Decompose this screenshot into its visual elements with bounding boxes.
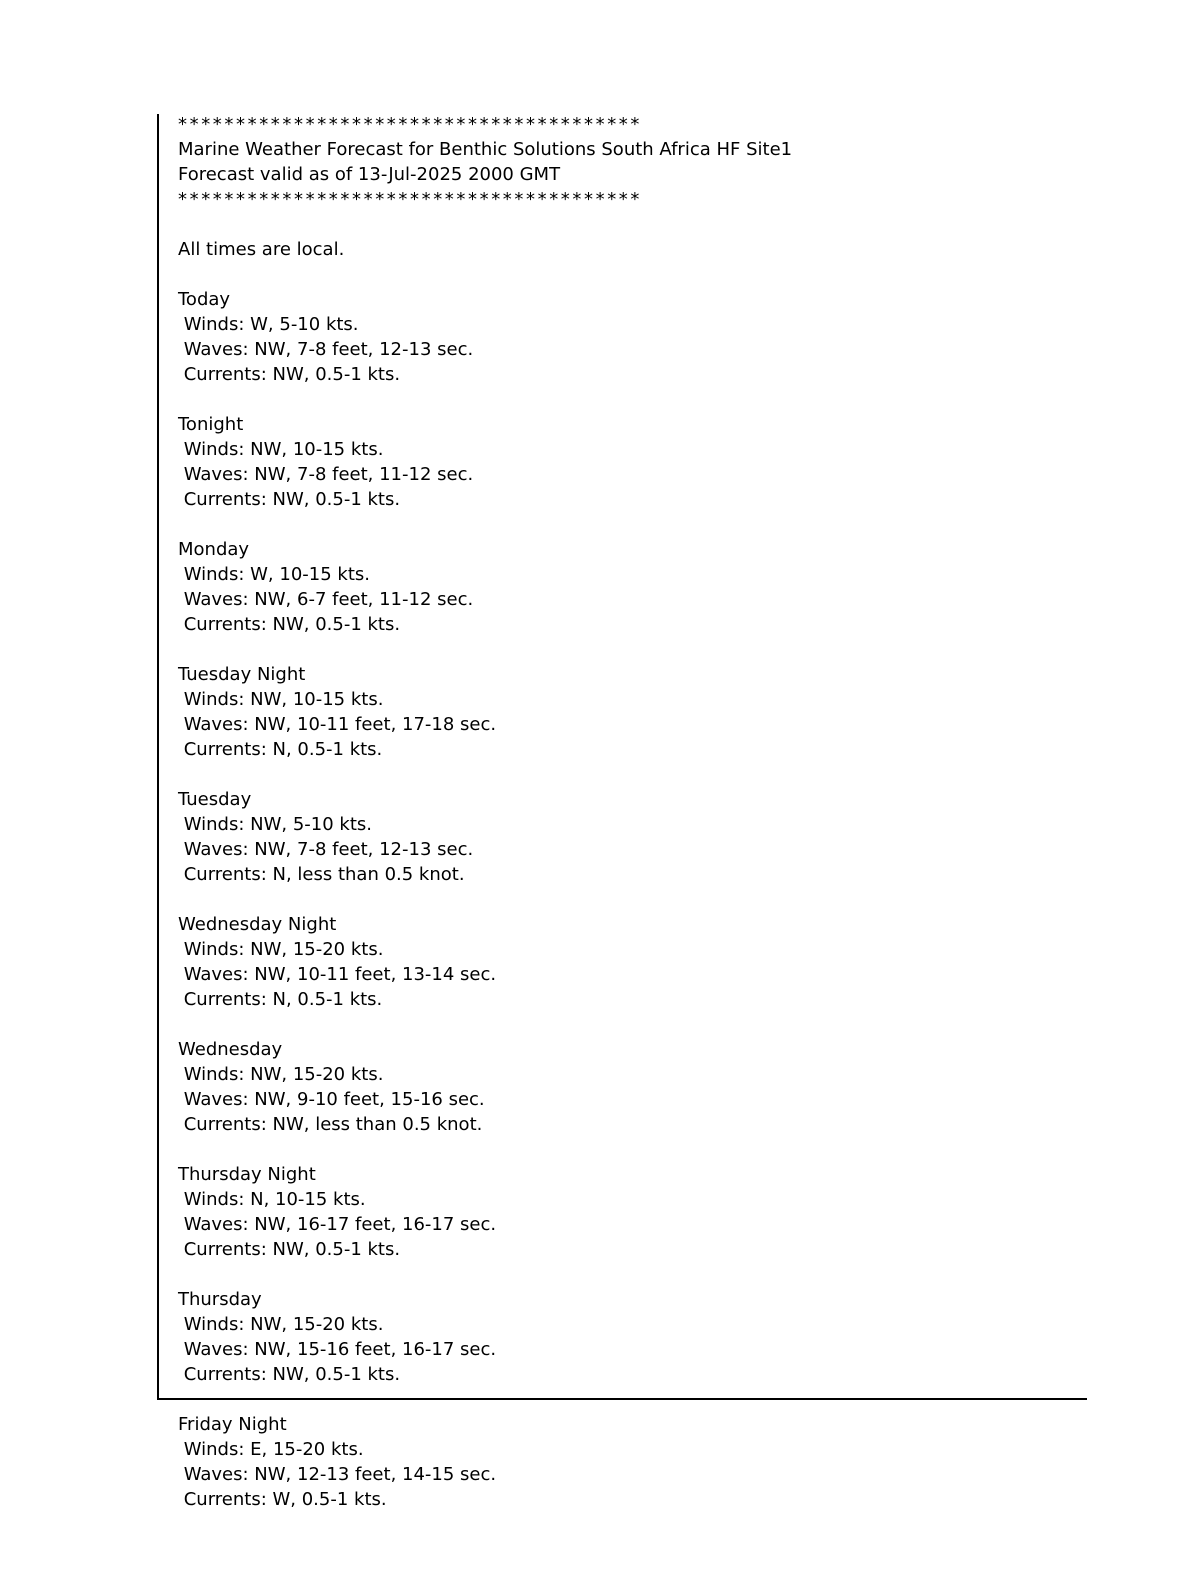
waves-line: Waves: NW, 10-11 feet, 13-14 sec. bbox=[178, 964, 497, 985]
section-title: Monday bbox=[178, 539, 250, 560]
section-title: Thursday Night bbox=[178, 1164, 316, 1185]
currents-line: Currents: N, 0.5-1 kts. bbox=[178, 989, 383, 1010]
blank-line bbox=[178, 387, 792, 412]
times-note: All times are local. bbox=[178, 239, 345, 260]
currents-line: Currents: NW, less than 0.5 knot. bbox=[178, 1114, 483, 1135]
blank-line bbox=[178, 1387, 792, 1412]
forecast-section-monday bbox=[178, 537, 792, 662]
section-title: Thursday bbox=[178, 1289, 262, 1310]
waves-line: Waves: NW, 7-8 feet, 11-12 sec. bbox=[178, 464, 474, 485]
currents-line: Currents: W, 0.5-1 kts. bbox=[178, 1489, 387, 1510]
blank-line bbox=[178, 887, 792, 912]
forecast-section-friday-night bbox=[178, 1412, 792, 1512]
section-title: Tuesday Night bbox=[178, 664, 306, 685]
currents-line: Currents: N, 0.5-1 kts. bbox=[178, 739, 383, 760]
blank-line bbox=[178, 637, 792, 662]
blank-line bbox=[178, 212, 792, 237]
waves-line: Waves: NW, 15-16 feet, 16-17 sec. bbox=[178, 1339, 497, 1360]
forecast-valid-line: Forecast valid as of 13-Jul-2025 2000 GMT bbox=[178, 164, 561, 185]
forecast-section-today bbox=[178, 287, 792, 412]
forecast-section-thursday-night bbox=[178, 1162, 792, 1287]
winds-line: Winds: NW, 15-20 kts. bbox=[178, 939, 384, 960]
blank-line bbox=[178, 762, 792, 787]
winds-line: Winds: NW, 15-20 kts. bbox=[178, 1064, 384, 1085]
forecast-section-tonight bbox=[178, 412, 792, 537]
forecast-text bbox=[178, 112, 792, 1512]
blank-line bbox=[178, 1262, 792, 1287]
winds-line: Winds: W, 5-10 kts. bbox=[178, 314, 359, 335]
waves-line: Waves: NW, 10-11 feet, 17-18 sec. bbox=[178, 714, 497, 735]
forecast-title: Marine Weather Forecast for Benthic Solutions South Africa HF Site1 bbox=[178, 139, 793, 160]
currents-line: Currents: N, less than 0.5 knot. bbox=[178, 864, 465, 885]
section-title: Friday Night bbox=[178, 1414, 287, 1435]
waves-line: Waves: NW, 7-8 feet, 12-13 sec. bbox=[178, 339, 474, 360]
forecast-section-wednesday-night bbox=[178, 912, 792, 1037]
stars-divider-bottom: **************************************** bbox=[178, 189, 642, 210]
currents-line: Currents: NW, 0.5-1 kts. bbox=[178, 1239, 401, 1260]
currents-line: Currents: NW, 0.5-1 kts. bbox=[178, 489, 401, 510]
section-title: Wednesday bbox=[178, 1039, 283, 1060]
winds-line: Winds: NW, 5-10 kts. bbox=[178, 814, 372, 835]
blank-line bbox=[178, 1137, 792, 1162]
section-title: Today bbox=[178, 289, 231, 310]
waves-line: Waves: NW, 7-8 feet, 12-13 sec. bbox=[178, 839, 474, 860]
winds-line: Winds: NW, 15-20 kts. bbox=[178, 1314, 384, 1335]
winds-line: Winds: E, 15-20 kts. bbox=[178, 1439, 364, 1460]
section-title: Tonight bbox=[178, 414, 244, 435]
forecast-section-wednesday bbox=[178, 1037, 792, 1162]
waves-line: Waves: NW, 9-10 feet, 15-16 sec. bbox=[178, 1089, 485, 1110]
section-title: Tuesday bbox=[178, 789, 252, 810]
currents-line: Currents: NW, 0.5-1 kts. bbox=[178, 614, 401, 635]
currents-line: Currents: NW, 0.5-1 kts. bbox=[178, 364, 401, 385]
waves-line: Waves: NW, 6-7 feet, 11-12 sec. bbox=[178, 589, 474, 610]
blank-line bbox=[178, 262, 792, 287]
winds-line: Winds: N, 10-15 kts. bbox=[178, 1189, 366, 1210]
winds-line: Winds: W, 10-15 kts. bbox=[178, 564, 370, 585]
forecast-section-tuesday-night bbox=[178, 662, 792, 787]
winds-line: Winds: NW, 10-15 kts. bbox=[178, 439, 384, 460]
winds-line: Winds: NW, 10-15 kts. bbox=[178, 689, 384, 710]
blank-line bbox=[178, 512, 792, 537]
waves-line: Waves: NW, 16-17 feet, 16-17 sec. bbox=[178, 1214, 497, 1235]
waves-line: Waves: NW, 12-13 feet, 14-15 sec. bbox=[178, 1464, 497, 1485]
stars-divider-top: **************************************** bbox=[178, 114, 642, 135]
forecast-section-tuesday bbox=[178, 787, 792, 912]
forecast-section-thursday bbox=[178, 1287, 792, 1412]
section-title: Wednesday Night bbox=[178, 914, 337, 935]
currents-line: Currents: NW, 0.5-1 kts. bbox=[178, 1364, 401, 1385]
blank-line bbox=[178, 1012, 792, 1037]
